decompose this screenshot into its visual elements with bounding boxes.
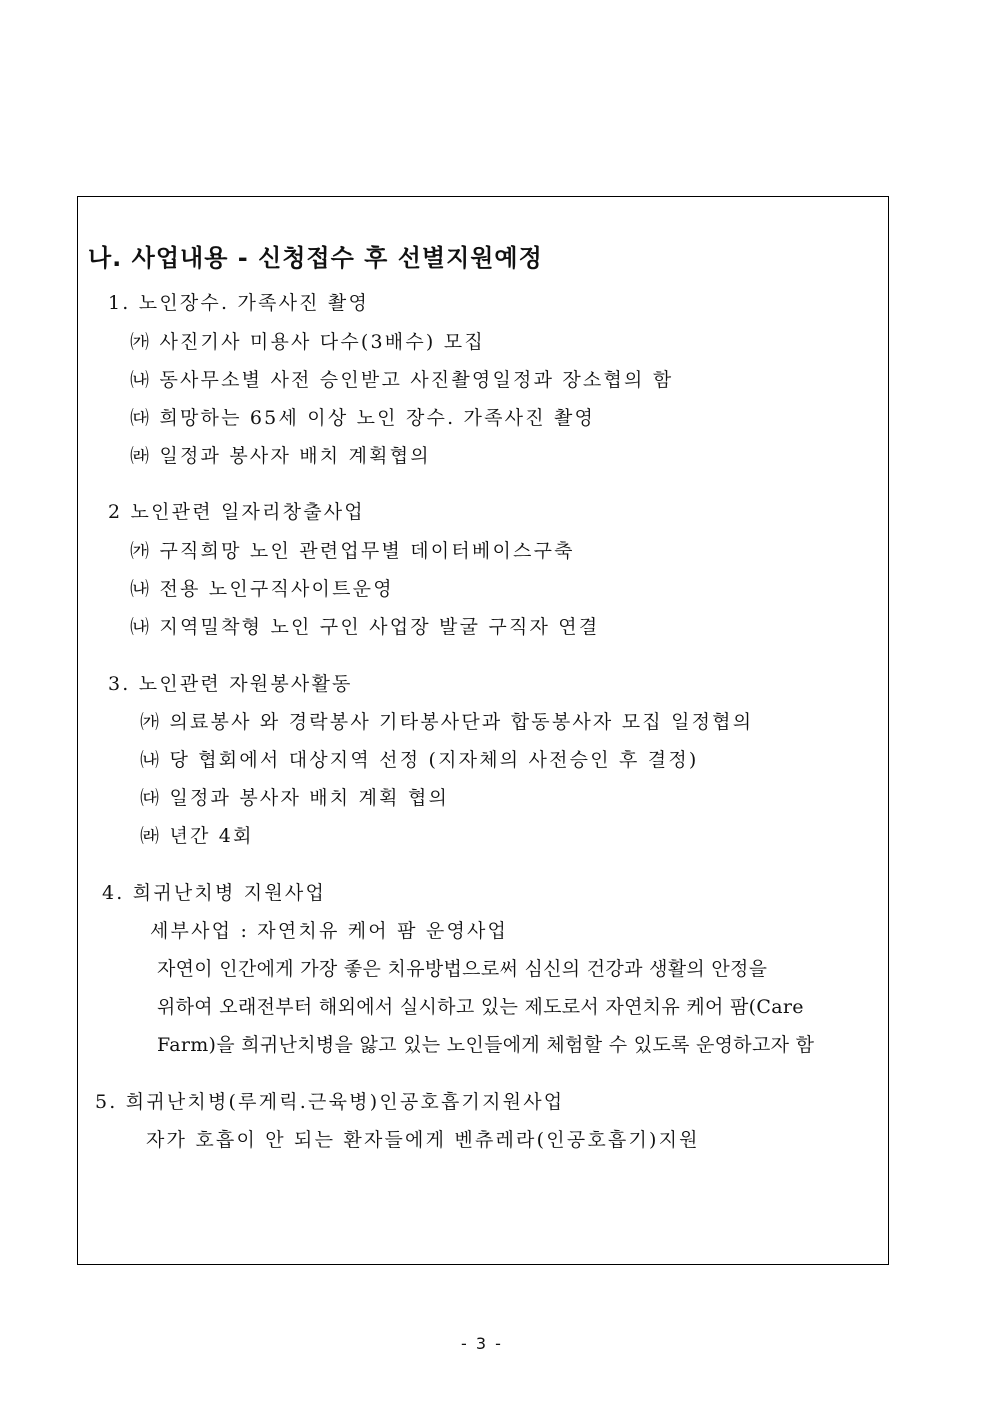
item-4-detail: 세부사업 : 자연치유 케어 팜 운영사업 — [150, 920, 509, 942]
item-1-title: 1. 노인장수. 가족사진 촬영 — [108, 292, 370, 314]
item-5-title: 5. 희귀난치병(루게릭.근육병)인공호흡기지원사업 — [95, 1091, 565, 1113]
item-3-sub-3: ㈐ 일정과 봉사자 배치 계획 협의 — [140, 787, 450, 809]
item-3-title: 3. 노인관련 자원봉사활동 — [108, 673, 353, 695]
item-3-sub-4: ㈑ 년간 4회 — [140, 825, 254, 847]
item-2-sub-1: ㈎ 구직희망 노인 관련업무별 데이터베이스구축 — [130, 540, 575, 562]
item-2-title: 2 노인관련 일자리창출사업 — [108, 501, 365, 523]
item-1-sub-4: ㈑ 일정과 봉사자 배치 계획협의 — [130, 445, 431, 467]
item-4-body-line-3: Farm)을 희귀난치병을 앓고 있는 노인들에게 체험할 수 있도록 운영하고자 함 — [157, 1034, 815, 1056]
item-5-detail: 자가 호흡이 안 되는 환자들에게 벤츄레라(인공호흡기)지원 — [146, 1129, 700, 1151]
item-1-sub-2: ㈏ 동사무소별 사전 승인받고 사진촬영일정과 장소협의 함 — [130, 369, 674, 391]
item-1-sub-1: ㈎ 사진기사 미용사 다수(3배수) 모집 — [130, 331, 485, 353]
item-4-body-line-1: 자연이 인간에게 가장 좋은 치유방법으로써 심신의 건강과 생활의 안정을 — [157, 958, 768, 980]
item-4-body-line-2: 위하여 오래전부터 해외에서 실시하고 있는 제도로서 자연치유 케어 팜(Care — [157, 996, 804, 1018]
page-number: - 3 - — [461, 1334, 503, 1353]
section-heading: 나. 사업내용 - 신청접수 후 선별지원예정 — [88, 244, 543, 272]
item-2-sub-3: ㈏ 지역밀착형 노인 구인 사업장 발굴 구직자 연결 — [130, 616, 600, 638]
item-1-sub-3: ㈐ 희망하는 65세 이상 노인 장수. 가족사진 촬영 — [130, 407, 596, 429]
item-3-sub-2: ㈏ 당 협회에서 대상지역 선정 (지자체의 사전승인 후 결정) — [140, 749, 699, 771]
item-3-sub-1: ㈎ 의료봉사 와 경락봉사 기타봉사단과 합동봉사자 모집 일정협의 — [140, 711, 754, 733]
item-2-sub-2: ㈏ 전용 노인구직사이트운영 — [130, 578, 394, 600]
item-4-title: 4. 희귀난치병 지원사업 — [102, 882, 326, 904]
